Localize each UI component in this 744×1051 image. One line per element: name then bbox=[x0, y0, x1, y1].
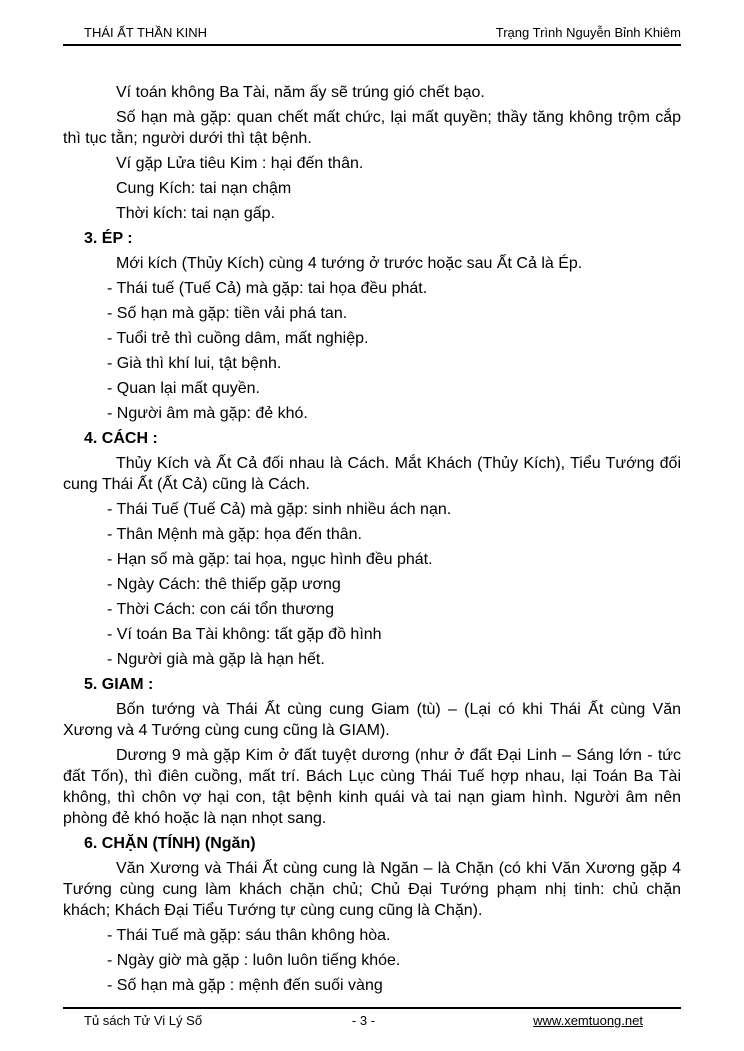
paragraph: Văn Xương và Thái Ất cùng cung là Ngăn – là Chặn (có khi Văn Xương gặp 4 Tướng cùng cung làm khách chặn chủ; Chủ Đại Tướng phạm nhị tinh: chủ chặn khách; Khách Đại Tiểu Tướng tự cùng cung cũng là Chặn). bbox=[63, 860, 681, 919]
paragraph: Số hạn mà gặp: quan chết mất chức, lại mất quyền; thầy tăng không trộm cắp thì tục tằn; người dưới thì tật bệnh. bbox=[63, 109, 681, 147]
paragraph: Thời kích: tai nạn gấp. bbox=[116, 205, 276, 222]
list-item: - Người âm mà gặp: đẻ khó. bbox=[107, 405, 308, 422]
list-item: - Ví toán Ba Tài không: tất gặp đồ hình bbox=[107, 626, 382, 643]
paragraph: Thủy Kích và Ất Cả đối nhau là Cách. Mắt Khách (Thủy Kích), Tiểu Tướng đối cung Thái Ất (Ất Cả) cũng là Cách. bbox=[63, 455, 681, 493]
footer-website-link[interactable]: www.xemtuong.net bbox=[533, 1013, 643, 1028]
section-heading: 6. CHẶN (TÍNH) (Ngăn) bbox=[84, 835, 256, 852]
document-footer bbox=[63, 1007, 681, 1028]
paragraph: Cung Kích: tai nạn chậm bbox=[116, 180, 292, 197]
list-item: - Hạn số mà gặp: tai họa, ngục hình đều phát. bbox=[107, 551, 433, 568]
paragraph: Mới kích (Thủy Kích) cùng 4 tướng ở trước hoặc sau Ất Cả là Ép. bbox=[116, 255, 583, 272]
list-item: - Số hạn mà gặp : mệnh đến suối vàng bbox=[107, 977, 383, 994]
list-item: - Người già mà gặp là hạn hết. bbox=[107, 651, 325, 668]
list-item: - Ngày giờ mà gặp : luôn luôn tiếng khóe. bbox=[107, 952, 401, 969]
list-item: - Ngày Cách: thê thiếp gặp ương bbox=[107, 576, 341, 593]
footer-series-title: Tủ sách Tử Vi Lý Số bbox=[84, 1013, 203, 1028]
paragraph: Ví toán không Ba Tài, năm ấy sẽ trúng gió chết bạo. bbox=[116, 84, 485, 101]
section-heading: 5. GIAM : bbox=[84, 676, 154, 693]
list-item: - Già thì khí lui, tật bệnh. bbox=[107, 355, 282, 372]
list-item: - Thân Mệnh mà gặp: họa đến thân. bbox=[107, 526, 362, 543]
list-item: - Số hạn mà gặp: tiền vải phá tan. bbox=[107, 305, 348, 322]
paragraph: Dương 9 mà gặp Kim ở đất tuyệt dương (như ở đất Đại Linh – Sáng lớn - tức đất Tốn), thì điên cuồng, mất trí. Bách Lục cùng Thái Tuế hợp nhau, lại Toán Ba Tài không, thì chôn vợ hại con, tật bệnh kinh quái và tai nạn giam hình. Người âm nên phòng đẻ khó hoặc là nạn nhọt sang. bbox=[63, 747, 681, 827]
list-item: - Tuổi trẻ thì cuồng dâm, mất nghiệp. bbox=[107, 330, 369, 347]
page-number: - 3 - bbox=[351, 1013, 376, 1028]
header-book-title: THÁI ẤT THẦN KINH bbox=[84, 25, 208, 40]
paragraph: Bốn tướng và Thái Ất cùng cung Giam (tù) – (Lại có khi Thái Ất cùng Văn Xương và 4 Tướng cùng cung cũng là GIAM). bbox=[63, 701, 681, 739]
list-item: - Thái Tuế (Tuế Cả) mà gặp: sinh nhiều ách nạn. bbox=[107, 501, 452, 518]
list-item: - Thái Tuế mà gặp: sáu thân không hòa. bbox=[107, 927, 391, 944]
page-body bbox=[63, 82, 681, 1000]
list-item: - Quan lại mất quyền. bbox=[107, 380, 260, 397]
list-item: - Thái tuế (Tuế Cả) mà gặp: tai họa đều phát. bbox=[107, 280, 428, 297]
paragraph: Ví gặp Lửa tiêu Kim : hại đến thân. bbox=[116, 155, 364, 172]
document-header bbox=[63, 0, 681, 46]
section-heading: 3. ÉP : bbox=[84, 230, 133, 247]
section-heading: 4. CÁCH : bbox=[84, 430, 158, 447]
header-author: Trạng Trình Nguyễn Bỉnh Khiêm bbox=[495, 25, 681, 40]
list-item: - Thời Cách: con cái tổn thương bbox=[107, 601, 335, 618]
footer-link-container bbox=[457, 1013, 681, 1028]
